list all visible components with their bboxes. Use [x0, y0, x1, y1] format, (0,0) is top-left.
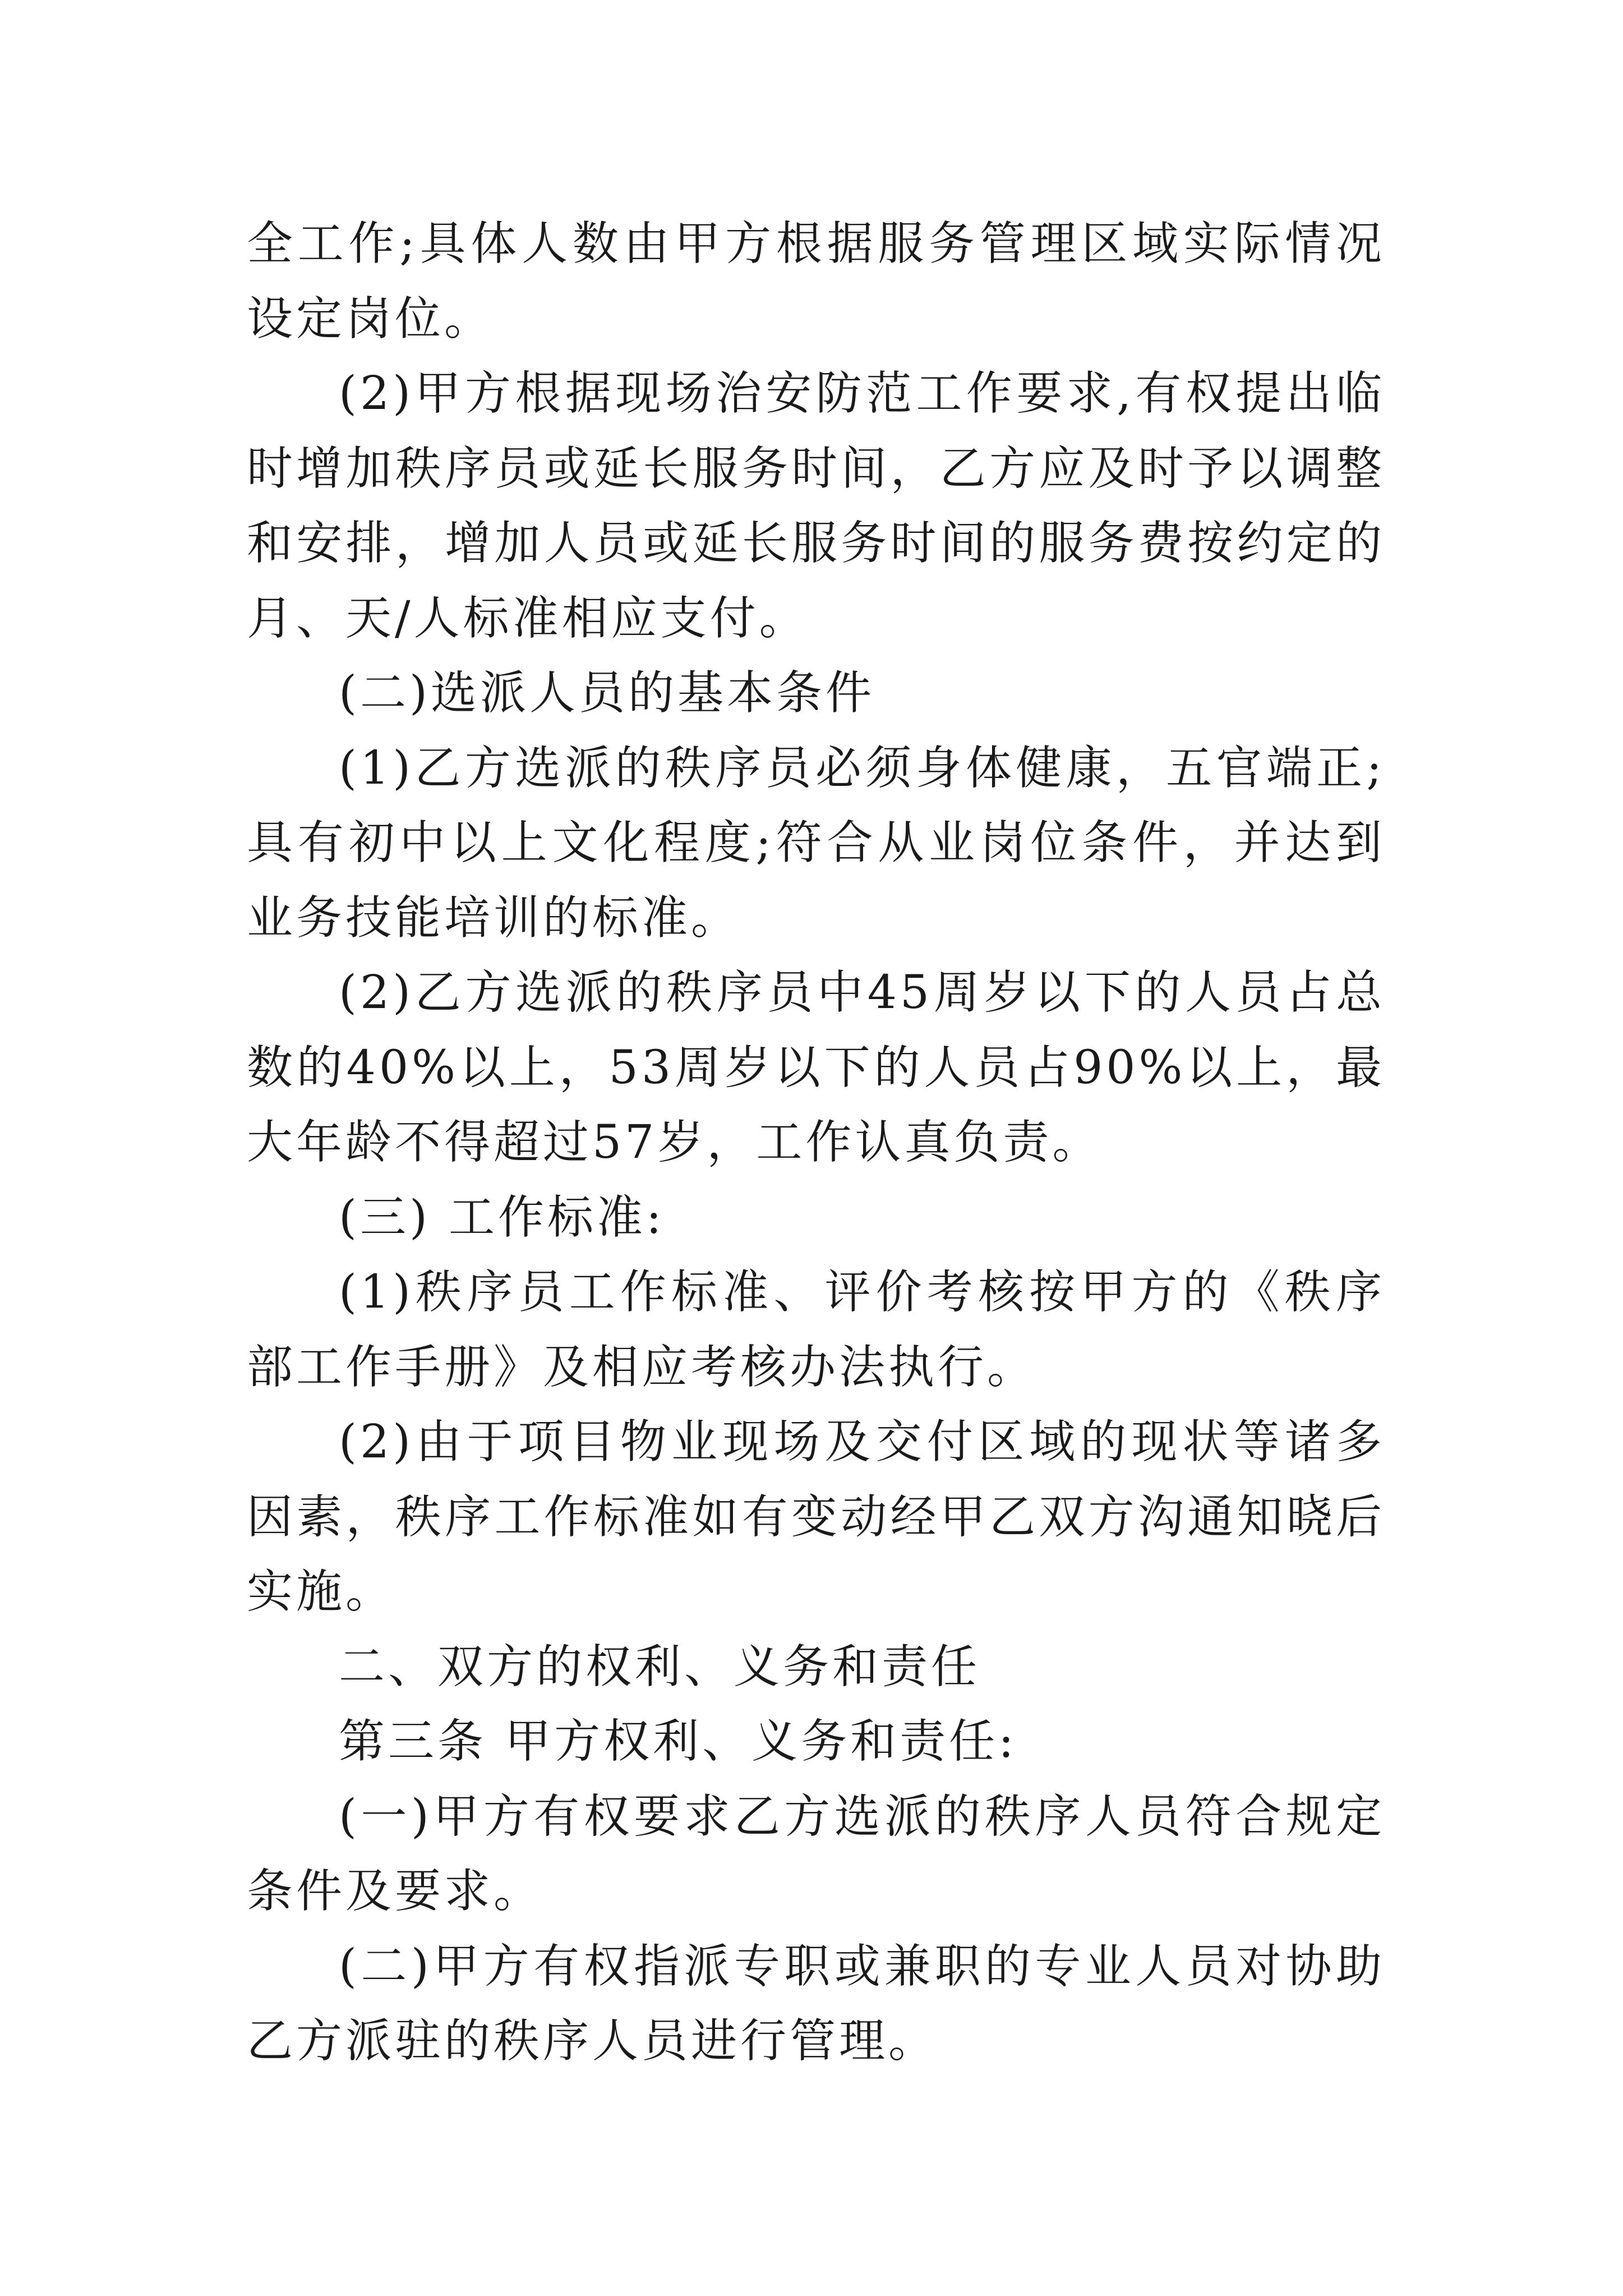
paragraph-8: (二)甲方有权指派专职或兼职的专业人员对协助乙方派驻的秩序人员进行管理。 [247, 1939, 1385, 2068]
paragraph-5: (1)秩序员工作标准、评价考核按甲方的《秩序部工作手册》及相应考核办法执行。 [247, 1266, 1385, 1394]
paragraph-4: (2)乙方选派的秩序员中45周岁以下的人员占总数的40%以上，53周岁以下的人员占90%以上，最大年龄不得超过57岁，工作认真负责。 [247, 966, 1385, 1169]
section-heading-3: (三) 工作标准: [339, 1190, 665, 1244]
section-heading-2: (二)选派人员的基本条件 [339, 666, 875, 720]
paragraph-7: (一)甲方有权要求乙方选派的秩序人员符合规定条件及要求。 [247, 1789, 1385, 1918]
paragraph-6: (2)由于项目物业现场及交付区域的现状等诸多因素，秩序工作标准如有变动经甲乙双方沟通知晓后实施。 [247, 1415, 1385, 1618]
article-heading-3: 第三条 甲方权利、义务和责任: [339, 1715, 1017, 1768]
paragraph-2: (2)甲方根据现场治安防范工作要求,有权提出临时增加秩序员或延长服务时间，乙方应及时予以调整和安排，增加人员或延长服务时间的服务费按约定的月、天/人标准相应支付。 [247, 367, 1385, 645]
chapter-heading-2: 二、双方的权利、义务和责任 [339, 1640, 981, 1694]
paragraph-3: (1)乙方选派的秩序员必须身体健康，五官端正;具有初中以上文化程度;符合从业岗位条件，并达到业务技能培训的标准。 [247, 741, 1385, 945]
paragraph-1: 全工作;具体人数由甲方根据服务管理区域实际情况设定岗位。 [247, 217, 1385, 346]
document-body [247, 206, 1385, 2079]
